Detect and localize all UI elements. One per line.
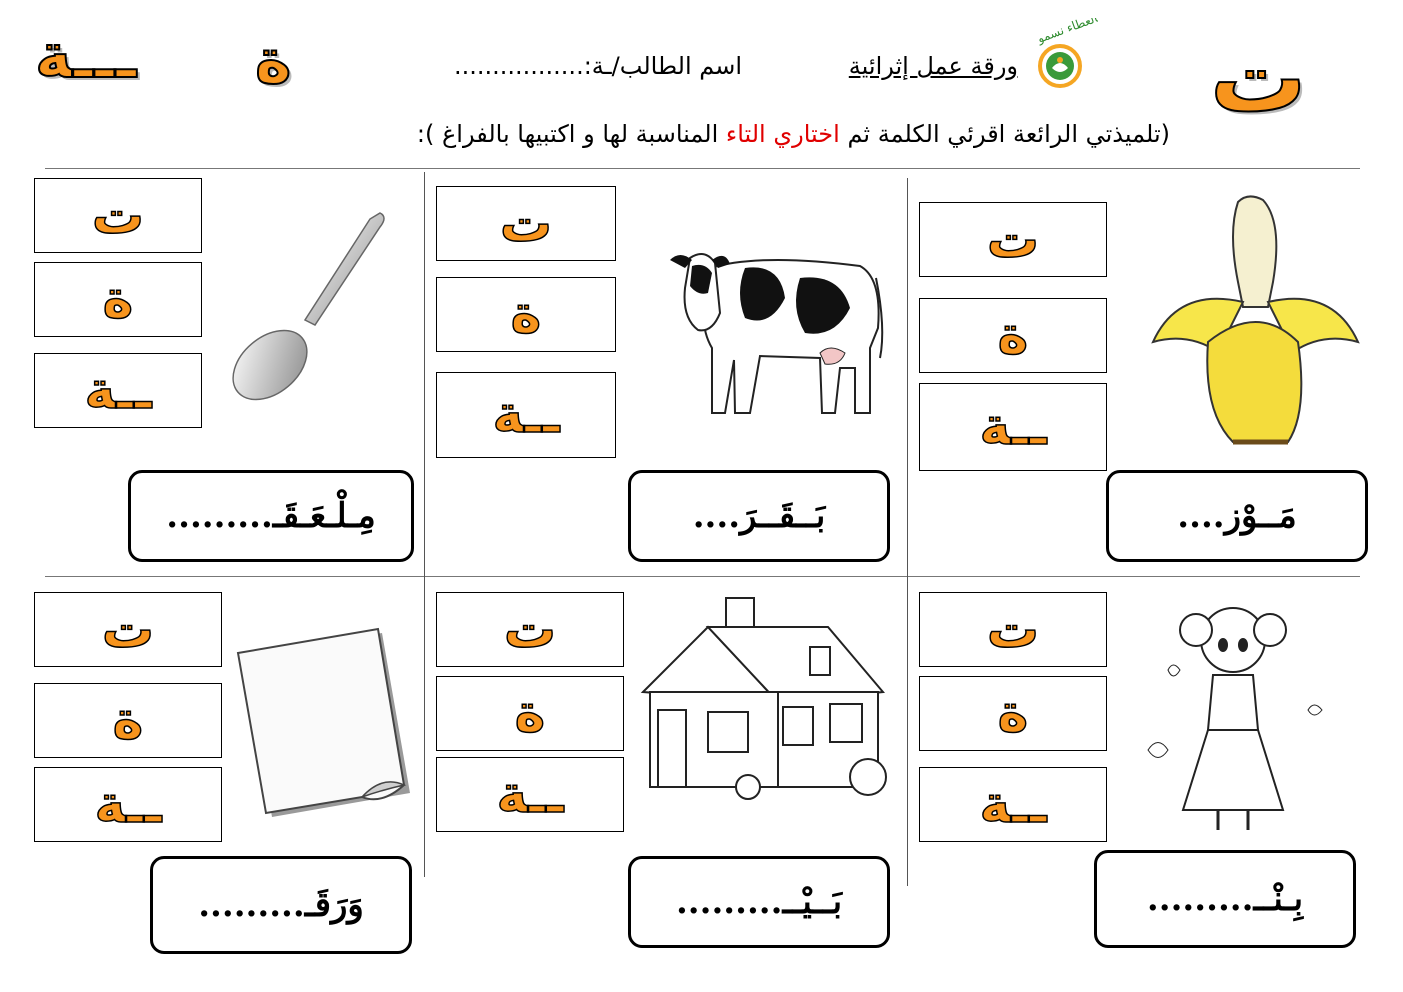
- word-5: بَــيْــ.........: [675, 882, 843, 922]
- option-taa-marbuta[interactable]: ة: [919, 298, 1107, 373]
- spoon-image: [220, 205, 395, 405]
- divider-left: [424, 172, 425, 877]
- option-taa-marbuta-connected[interactable]: ــة: [34, 767, 222, 842]
- option-taa-marbuta[interactable]: ة: [34, 683, 222, 758]
- option-taa[interactable]: ت: [436, 186, 616, 261]
- student-name-field[interactable]: اسم الطالب/ـة:.................: [454, 52, 742, 80]
- banana-image: [1148, 192, 1363, 447]
- header-letter-taa-marbuta: ة: [255, 24, 292, 97]
- house-image: [638, 592, 900, 804]
- option-taa-marbuta-connected[interactable]: ــة: [436, 757, 624, 832]
- word-box-5[interactable]: [628, 856, 890, 948]
- word-1: مَــوْز....: [1177, 496, 1297, 536]
- word-2: بَــقَــرَ....: [692, 496, 826, 536]
- header-letter-taa-marbuta-connected: ـــة: [35, 19, 137, 92]
- logo: [1018, 18, 1098, 93]
- option-taa-marbuta-connected[interactable]: ــة: [436, 372, 616, 458]
- cow-image: [650, 238, 890, 423]
- instruction-after: المناسبة لها و اكتبيها بالفراغ ):: [416, 120, 719, 148]
- divider-middle: [45, 576, 1360, 577]
- paper-image: [232, 625, 417, 825]
- option-taa-marbuta[interactable]: ة: [436, 277, 616, 352]
- word-box-6[interactable]: [150, 856, 412, 954]
- option-taa[interactable]: ت: [34, 178, 202, 253]
- instruction-text: [225, 120, 1170, 148]
- option-taa-marbuta-connected[interactable]: ــة: [919, 767, 1107, 842]
- word-box-2[interactable]: [628, 470, 890, 562]
- word-box-3[interactable]: [128, 470, 414, 562]
- logo-text: بالعطاء نسمو: [1035, 18, 1098, 46]
- instruction-before: (تلميذتي الرائعة اقرئي الكلمة ثم: [847, 120, 1170, 148]
- word-6: وَرَقَـ.........: [198, 885, 364, 925]
- option-taa-marbuta[interactable]: ة: [436, 676, 624, 751]
- worksheet-title: ورقة عمل إثرائية: [848, 52, 1018, 80]
- option-taa[interactable]: ت: [919, 592, 1107, 667]
- option-taa[interactable]: ت: [436, 592, 624, 667]
- divider-top: [45, 168, 1360, 169]
- option-taa[interactable]: ت: [919, 202, 1107, 277]
- option-taa[interactable]: ت: [34, 592, 222, 667]
- option-taa-marbuta-connected[interactable]: ــة: [34, 353, 202, 428]
- girl-image: [1128, 590, 1358, 840]
- word-box-4[interactable]: [1094, 850, 1356, 948]
- word-box-1[interactable]: [1106, 470, 1368, 562]
- divider-right: [907, 178, 908, 886]
- option-taa-marbuta[interactable]: ة: [34, 262, 202, 337]
- word-3: مِـلْـعَـقَـ.........: [166, 496, 376, 536]
- option-taa-marbuta-connected[interactable]: ــة: [919, 383, 1107, 471]
- word-4: بِـنْــ.........: [1146, 879, 1304, 919]
- header-letter-taa: ت: [1210, 22, 1307, 134]
- instruction-highlight: اختاري التاء: [725, 120, 840, 148]
- option-taa-marbuta[interactable]: ة: [919, 676, 1107, 751]
